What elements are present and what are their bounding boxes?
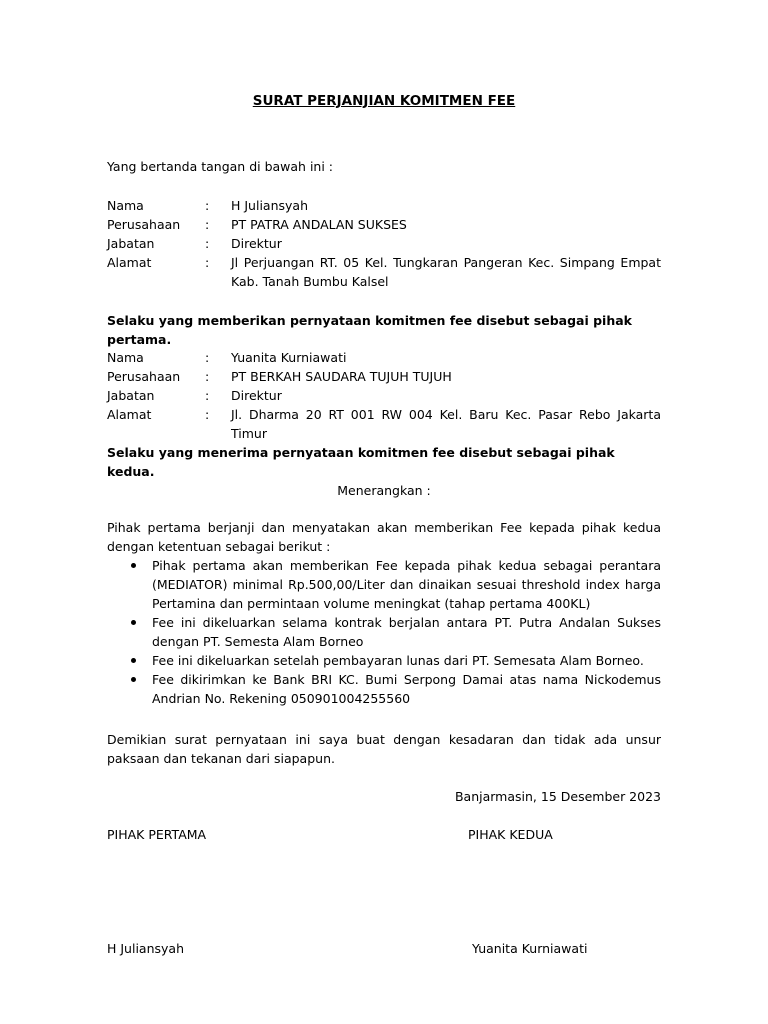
place-date: Banjarmasin, 15 Desember 2023 xyxy=(454,789,661,804)
signatory-name-left: H Juliansyah xyxy=(107,941,185,956)
menerangkan-heading: Menerangkan : xyxy=(337,483,431,498)
term-text: Pihak pertama akan memberikan Fee kepada pihak kedua sebagai perantara (MEDIATOR) minimal Rp.500,00/Liter dan dinaikan sesuai threshold index harga Pertamina dan permintaan volume meningkat (tahap pertama 400KL) xyxy=(152,558,661,611)
field-value: Yuanita Kurniawati xyxy=(231,350,347,365)
party2-name-row xyxy=(107,348,661,367)
party1-position-row xyxy=(107,234,661,253)
party2-address-row xyxy=(107,405,661,443)
field-value: PT PATRA ANDALAN SUKSES xyxy=(231,217,407,232)
party1-name-row xyxy=(107,196,661,215)
signature-label-left: PIHAK PERTAMA xyxy=(107,827,207,842)
terms-intro: Pihak pertama berjanji dan menyatakan akan memberikan Fee kepada pihak kedua dengan ketentuan sebagai berikut : xyxy=(107,520,661,554)
field-value: PT BERKAH SAUDARA TUJUH TUJUH xyxy=(231,369,452,384)
signature-label-right: PIHAK KEDUA xyxy=(468,827,553,842)
party2-details xyxy=(107,348,661,443)
signatory-name-right: Yuanita Kurniawati xyxy=(472,941,588,956)
field-colon: : xyxy=(205,236,210,251)
field-label: Nama xyxy=(107,198,144,213)
party2-position-row xyxy=(107,386,661,405)
field-label: Alamat xyxy=(107,407,152,422)
field-colon: : xyxy=(205,350,210,365)
party1-statement: Selaku yang memberikan pernyataan komitmen fee disebut sebagai pihak pertama. xyxy=(107,313,632,347)
field-value: H Juliansyah xyxy=(231,198,309,213)
term-text: Fee ini dikeluarkan setelah pembayaran lunas dari PT. Semesata Alam Borneo. xyxy=(152,653,644,668)
field-value: Jl Perjuangan RT. 05 Kel. Tungkaran Pangeran Kec. Simpang Empat Kab. Tanah Bumbu Kalsel xyxy=(231,255,661,289)
field-label: Alamat xyxy=(107,255,152,270)
bullet-icon xyxy=(131,563,136,568)
field-value: Direktur xyxy=(231,388,282,403)
field-colon: : xyxy=(205,255,210,270)
party1-details xyxy=(107,196,661,291)
bullet-icon xyxy=(131,677,136,682)
bullet-icon xyxy=(131,658,136,663)
field-label: Jabatan xyxy=(107,388,155,403)
field-label: Perusahaan xyxy=(107,217,181,232)
field-colon: : xyxy=(205,369,210,384)
field-value: Jl. Dharma 20 RT 001 RW 004 Kel. Baru Kec. Pasar Rebo Jakarta Timur xyxy=(231,407,661,441)
document-title: SURAT PERJANJIAN KOMITMEN FEE xyxy=(252,93,516,109)
closing-paragraph: Demikian surat pernyataan ini saya buat dengan kesadaran dan tidak ada unsur paksaan dan tekanan dari siapapun. xyxy=(107,732,661,766)
bullet-icon xyxy=(131,620,136,625)
intro-line: Yang bertanda tangan di bawah ini : xyxy=(107,159,334,174)
field-colon: : xyxy=(205,388,210,403)
field-colon: : xyxy=(205,198,210,213)
list-item xyxy=(107,670,661,708)
party1-address-row xyxy=(107,253,661,291)
party2-statement: Selaku yang menerima pernyataan komitmen fee disebut sebagai pihak kedua. xyxy=(107,445,615,479)
field-label: Jabatan xyxy=(107,236,155,251)
field-value: Direktur xyxy=(231,236,282,251)
list-item xyxy=(107,651,661,670)
party1-company-row xyxy=(107,215,661,234)
term-text: Fee ini dikeluarkan selama kontrak berjalan antara PT. Putra Andalan Sukses dengan PT. Semesta Alam Borneo xyxy=(152,615,661,649)
terms-list xyxy=(107,556,661,708)
term-text: Fee dikirimkan ke Bank BRI KC. Bumi Serpong Damai atas nama Nickodemus Andrian No. Rekening 050901004255560 xyxy=(152,672,661,706)
list-item xyxy=(107,556,661,613)
list-item xyxy=(107,613,661,651)
field-label: Perusahaan xyxy=(107,369,181,384)
field-colon: : xyxy=(205,217,210,232)
party2-company-row xyxy=(107,367,661,386)
field-colon: : xyxy=(205,407,210,422)
field-label: Nama xyxy=(107,350,144,365)
